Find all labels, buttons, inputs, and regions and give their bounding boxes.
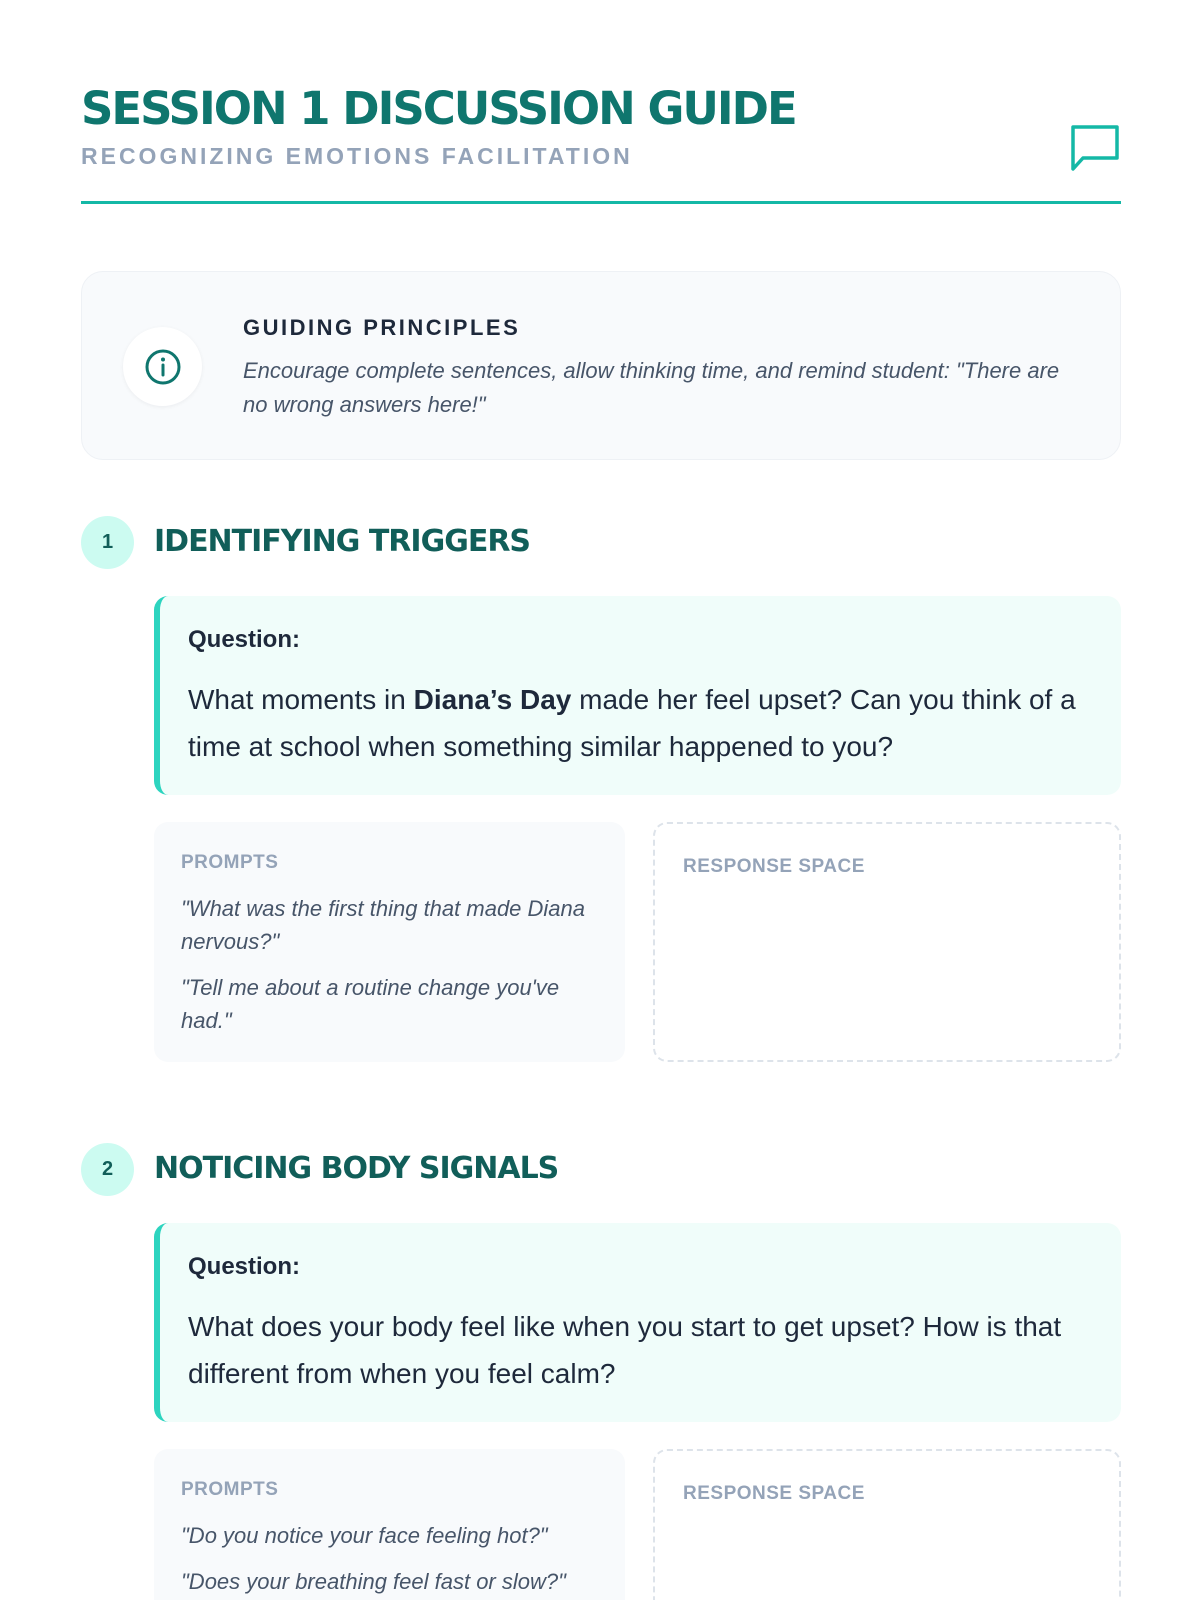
- prompt-item: "Does your breathing feel fast or slow?": [181, 1569, 566, 1594]
- prompts-label: PROMPTS: [181, 1479, 279, 1500]
- prompt-item: "Tell me about a routine change you've had.": [181, 975, 560, 1033]
- prompts-box: [154, 1449, 625, 1600]
- guiding-principles-card: [81, 271, 1121, 460]
- question-label: Question:: [188, 626, 300, 653]
- prompts-box: [154, 822, 625, 1062]
- speech-bubble-icon: [1069, 124, 1121, 172]
- question-text: What moments in Diana’s Day made her feel upset? Can you think of a time at school when something similar happened to you?: [188, 684, 1076, 762]
- section-number-badge: 1: [81, 516, 134, 569]
- question-card: [154, 1223, 1121, 1422]
- prompts-label: PROMPTS: [181, 852, 279, 873]
- prompt-list: [181, 1519, 601, 1600]
- prompt-item: "Do you notice your face feeling hot?": [181, 1523, 548, 1548]
- response-space-label: RESPONSE SPACE: [683, 1483, 865, 1504]
- section-number-badge: 2: [81, 1143, 134, 1196]
- section-title: IDENTIFYING TRIGGERS: [154, 524, 531, 559]
- response-space[interactable]: [653, 822, 1121, 1062]
- response-space[interactable]: [653, 1449, 1121, 1600]
- question-label: Question:: [188, 1253, 300, 1280]
- principles-text: Encourage complete sentences, allow thinking time, and remind student: "There are no wrong answers here!": [243, 358, 1060, 417]
- principles-title: GUIDING PRINCIPLES: [243, 315, 521, 340]
- section-title: NOTICING BODY SIGNALS: [154, 1151, 559, 1186]
- story-title: Diana’s Day: [413, 684, 572, 715]
- question-card: [154, 596, 1121, 795]
- info-icon-badge: [123, 327, 202, 406]
- page-header: [81, 0, 1121, 204]
- page-title: SESSION 1 DISCUSSION GUIDE: [81, 82, 796, 135]
- discussion-guide-page: [81, 0, 1121, 1594]
- question-text: What does your body feel like when you start to get upset? How is that different from when you feel calm?: [188, 1311, 1062, 1389]
- info-icon: [144, 348, 182, 386]
- response-space-label: RESPONSE SPACE: [683, 856, 865, 877]
- prompt-item: "What was the first thing that made Diana nervous?": [181, 896, 586, 954]
- page-subtitle: RECOGNIZING EMOTIONS FACILITATION: [81, 143, 633, 169]
- prompt-list: [181, 892, 601, 1050]
